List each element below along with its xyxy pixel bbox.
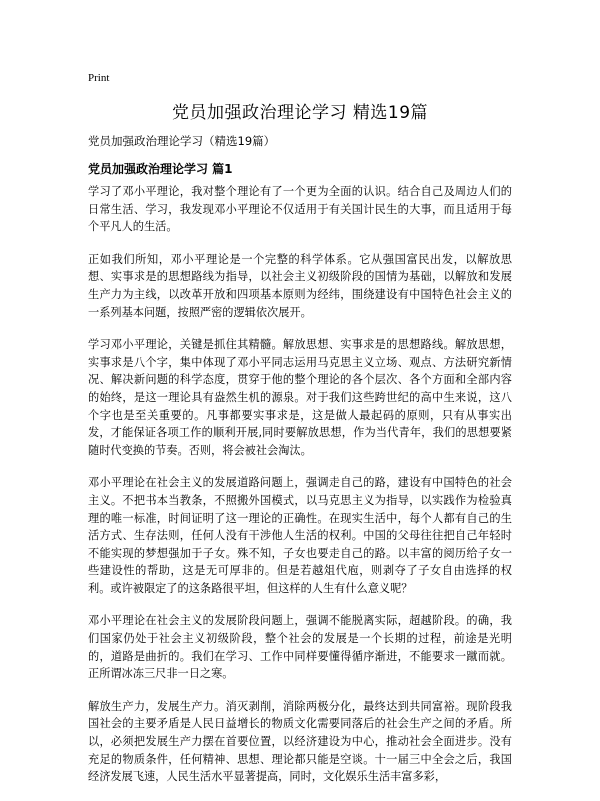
- paragraph: 邓小平理论在社会主义的发展阶段问题上，强调不能脱离实际，超越阶段。的确，我们国家仍处于社会主义初级阶段，整个社会的发展是一个长期的过程，前途是光明的，道路是曲折的。我们在学习、工作中同样要懂得循序渐进，不能要求一蹴而就。正所谓冰冻三尺非一日之寒。: [88, 614, 512, 681]
- document-body: [88, 183, 512, 801]
- section-heading: 党员加强政治理论学习 篇1: [88, 162, 233, 176]
- paragraph: 学习了邓小平理论，我对整个理论有了一个更为全面的认识。结合自己及周边人们的日常生活、学习，我发现邓小平理论不仅适用于有关国计民生的大事，而且适用于每个平凡人的生活。: [88, 185, 512, 234]
- paragraph: 学习邓小平理论，关键是抓住其精髓。解放思想、实事求是的思想路线。解放思想，实事求是八个字，集中体现了邓小平同志运用马克思主义立场、观点、方法研究新情况、解决新问题的科学态度，贯穿于他的整个理论的各个层次、各个方面和全部内容的始终，是这一理论具有盎然生机的源泉。对于我们这些跨世纪的高中生来说，这八个字也是至关重要的。凡事都要实事求是，这是做人最起码的原则，只有从事实出发，才能保证各项工作的顺利开展,同时要解放思想，作为当代青年，我们的思想要紧随时代变换的节奏。否则，将会被社会淘汰。: [88, 338, 512, 457]
- document-title: 党员加强政治理论学习 精选19篇: [171, 103, 429, 123]
- print-label: Print: [88, 72, 110, 84]
- paragraph: 正如我们所知，邓小平理论是一个完整的科学体系。它从强国富民出发，以解放思想、实事求是的思想路线为指导，以社会主义初级阶段的国情为基础，以解放和发展生产力为主线，以改革开放和四项基本原则为经纬，围绕建设有中国特色社会主义的一系列基本问题，按照严密的逻辑依次展开。: [88, 252, 512, 319]
- paragraph: 解放生产力，发展生产力。消灭剥削，消除两极分化，最终达到共同富裕。现阶段我国社会的主要矛盾是人民日益增长的物质文化需要同落后的社会生产之间的矛盾。所以，必须把发展生产力摆在首要位置，以经济建设为中心，推动社会全面进步。没有充足的物质条件，任何精神、思想、理论都只能是空谈。十一届三中全会之后，我国经济发展飞速，人民生活水平显著提高，同时，文化娱乐生活丰富多彩，: [88, 699, 512, 784]
- paragraph: 邓小平理论在社会主义的发展道路问题上，强调走自己的路，建设有中国特色的社会主义。不把书本当教条，不照搬外国模式，以马克思主义为指导，以实践作为检验真理的唯一标准，时间证明了这一理论的正确性。在现实生活中，每个人都有自己的生活方式、生存法则，任何人没有干涉他人生活的权利。中国的父母往往把自己年轻时不能实现的梦想强加于子女。殊不知，子女也要走自己的路。以丰富的阅历给子女一些建设性的帮助，这是无可厚非的。但是若越俎代庖，则剥夺了子女自由选择的权利。或许被限定了的这条路很平坦，但这样的人生有什么意义呢？: [88, 476, 512, 595]
- document-subtitle: 党员加强政治理论学习（精选19篇）: [88, 134, 276, 148]
